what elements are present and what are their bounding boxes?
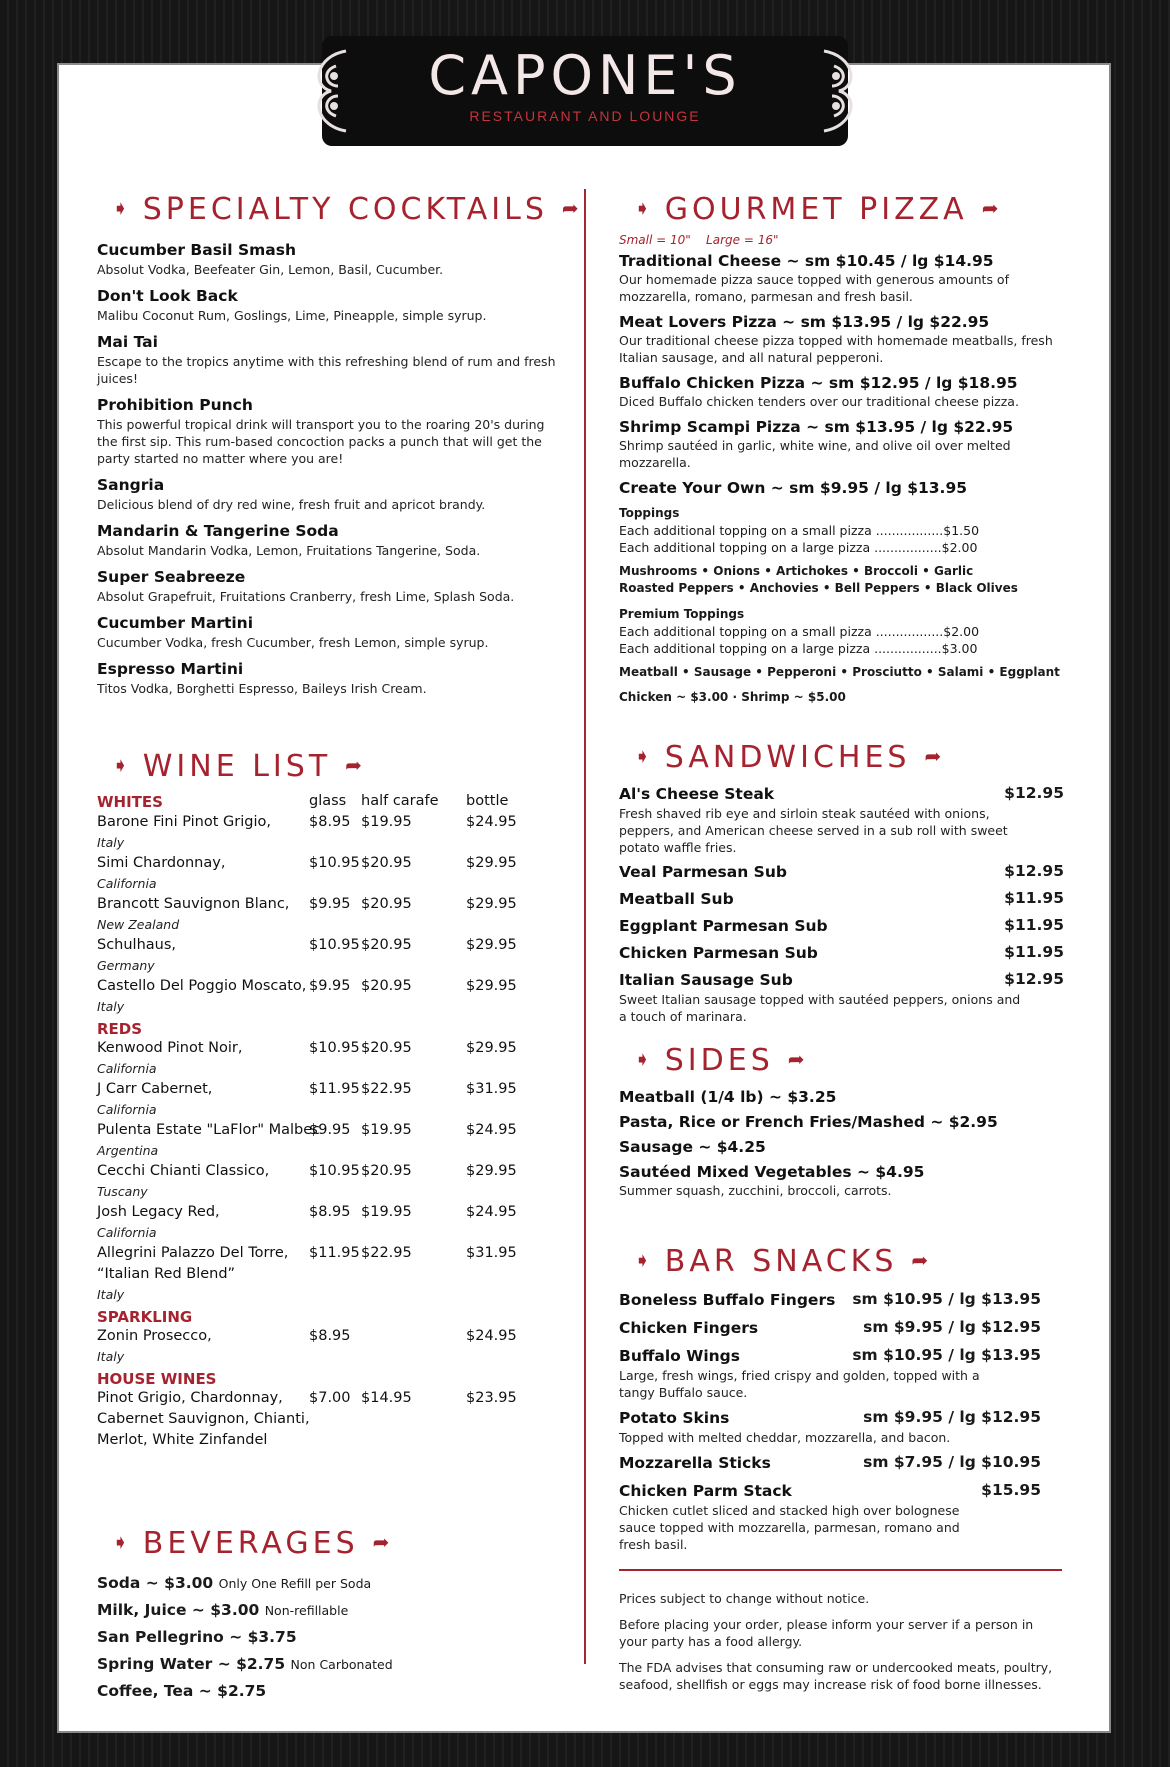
snack-name: Chicken Parm Stack (619, 1482, 792, 1500)
wine-name: Pinot Grigio, Chardonnay, (97, 1390, 283, 1406)
pizza-item (619, 373, 1069, 410)
sandwich-price: $11.95 (1004, 916, 1064, 934)
restaurant-subtitle: RESTAURANT AND LOUNGE (469, 108, 701, 124)
wine-row (97, 1245, 527, 1266)
sandwich-desc: Sweet Italian sausage topped with sautéed peppers, onions and a touch of marinara. (619, 992, 1021, 1024)
wine-name: Zonin Prosecco, (97, 1328, 212, 1344)
wine-half-price: $19.95 (361, 1204, 412, 1220)
snacks-list (619, 1290, 1041, 1560)
snack-price: sm $7.95 / lg $10.95 (863, 1453, 1041, 1471)
cocktail-desc: Malibu Coconut Rum, Goslings, Lime, Pineapple, simple syrup. (97, 308, 487, 323)
cocktail-name: Cucumber Basil Smash (97, 241, 296, 259)
wine-col-glass: glass (309, 793, 347, 809)
snack-name: Boneless Buffalo Fingers (619, 1291, 836, 1309)
topping-price: $2.00 (941, 540, 978, 555)
snack-name: Chicken Fingers (619, 1319, 759, 1337)
snack-price: sm $9.95 / lg $12.95 (863, 1318, 1041, 1336)
wine-header-row (97, 793, 527, 814)
beverage-note: Non Carbonated (290, 1657, 393, 1672)
side-item (619, 1137, 1064, 1157)
beverage-price: ~ $3.00 (145, 1574, 214, 1592)
wine-glass-price: $10.95 (309, 1163, 360, 1179)
wine-name-cont: Cabernet Sauvignon, Chianti, (97, 1411, 310, 1427)
chevron-right-icon: ➧ (112, 753, 129, 777)
pizza-item (619, 251, 1069, 305)
sandwich-name: Italian Sausage Sub (619, 971, 793, 989)
wine-glass-price: $10.95 (309, 855, 360, 871)
pizza-desc: Our homemade pizza sauce topped with generous amounts of mozzarella, romano, parmesan and fresh basil. (619, 272, 1009, 304)
footer-notes (619, 1590, 1064, 1693)
snack-desc: Topped with melted cheddar, mozzarella, and bacon. (619, 1430, 951, 1445)
wine-bottle-price: $24.95 (466, 1328, 517, 1344)
chevron-left-icon: ➦ (911, 1248, 929, 1272)
wine-glass-price: $8.95 (309, 1328, 351, 1344)
cocktail-desc: Absolut Vodka, Beefeater Gin, Lemon, Basil, Cucumber. (97, 262, 444, 277)
topping-price-row (619, 522, 1069, 539)
pizza-name: Buffalo Chicken Pizza ~ sm $12.95 / lg $18.95 (619, 374, 1018, 392)
cocktail-item (97, 567, 557, 605)
cocktail-name: Mandarin & Tangerine Soda (97, 522, 339, 540)
premium-price: $3.00 (941, 641, 978, 656)
wine-bottle-price: $29.95 (466, 1040, 517, 1056)
wine-name-cont: Merlot, White Zinfandel (97, 1432, 268, 1448)
chevron-left-icon: ➦ (924, 744, 942, 768)
toppings-label: Toppings (619, 506, 680, 520)
cocktail-desc: Delicious blend of dry red wine, fresh fruit and apricot brandy. (97, 497, 486, 512)
wine-glass-price: $8.95 (309, 814, 351, 830)
pizza-sizes: Small = 10" Large = 16" (619, 233, 779, 247)
cocktail-item (97, 332, 557, 387)
snack-name: Mozzarella Sticks (619, 1454, 771, 1472)
sandwich-price: $12.95 (1004, 784, 1064, 802)
wine-bottle-price: $29.95 (466, 896, 517, 912)
beverage-name: Milk, Juice (97, 1601, 187, 1619)
beverage-price: ~ $2.75 (198, 1682, 267, 1700)
cocktail-desc: Escape to the tropics anytime with this refreshing blend of rum and fresh juices! (97, 354, 556, 386)
wine-name: Schulhaus, (97, 937, 177, 953)
cocktail-name: Espresso Martini (97, 660, 244, 678)
sandwich-item (619, 862, 1064, 883)
sandwich-name: Al's Cheese Steak (619, 785, 775, 803)
side-desc: Summer squash, zucchini, broccoli, carrots. (619, 1183, 892, 1198)
beverage-row (97, 1597, 557, 1624)
wine-half-price: $22.95 (361, 1245, 412, 1261)
wine-half-price: $19.95 (361, 814, 412, 830)
wine-origin: Italy (97, 999, 125, 1014)
sides-list (619, 1087, 1064, 1204)
beverage-price: ~ $3.00 (191, 1601, 260, 1619)
column-divider (584, 189, 586, 1664)
chevron-left-icon: ➦ (787, 1047, 805, 1071)
wine-origin: California (97, 1102, 157, 1117)
sandwich-price: $12.95 (1004, 862, 1064, 880)
wine-bottle-price: $29.95 (466, 855, 517, 871)
pizza-name: Create Your Own ~ sm $9.95 / lg $13.95 (619, 479, 968, 497)
wine-half-price: $22.95 (361, 1081, 412, 1097)
wine-name-cont: “Italian Red Blend” (97, 1266, 236, 1282)
pizza-desc: Our traditional cheese pizza topped with homemade meatballs, fresh Italian sausage, and all natural pepperoni. (619, 333, 1053, 365)
wine-row (97, 814, 527, 835)
wine-name: Simi Chardonnay, (97, 855, 226, 871)
wine-half-price: $20.95 (361, 896, 412, 912)
side-item (619, 1112, 1064, 1132)
pizza-desc: Shrimp sautéed in garlic, white wine, and olive oil over melted mozzarella. (619, 438, 1011, 470)
wine-row (97, 1204, 527, 1225)
wine-row (97, 1081, 527, 1102)
wine-row (97, 1390, 527, 1411)
wine-name: J Carr Cabernet, (97, 1081, 213, 1097)
wine-origin: Italy (97, 1287, 125, 1302)
footer-line: Prices subject to change without notice. (619, 1591, 870, 1606)
beverage-note: Only One Refill per Soda (218, 1576, 372, 1591)
wine-bottle-price: $23.95 (466, 1390, 517, 1406)
sandwich-price: $11.95 (1004, 889, 1064, 907)
chevron-left-icon: ➦ (981, 196, 999, 220)
cocktail-item (97, 286, 557, 324)
wine-half-price: $20.95 (361, 937, 412, 953)
sandwich-item (619, 889, 1064, 910)
wine-half-price: $20.95 (361, 978, 412, 994)
wine-glass-price: $11.95 (309, 1245, 360, 1261)
wine-glass-price: $9.95 (309, 1122, 351, 1138)
chevron-right-icon: ➧ (112, 1530, 129, 1554)
cocktail-item (97, 613, 557, 651)
wine-row (97, 937, 527, 958)
wine-row (97, 1040, 527, 1061)
wine-name: Castello Del Poggio Moscato, (97, 978, 307, 994)
cocktail-desc: This powerful tropical drink will transport you to the roaring 20's during the first sip. This rum-based concoction packs a punch that will get the party started no matter where you are! (97, 417, 545, 466)
premium-price: $2.00 (943, 624, 980, 639)
cocktail-item (97, 475, 557, 513)
wine-list (97, 793, 527, 1453)
wine-row (97, 855, 527, 876)
wine-origin: California (97, 1061, 157, 1076)
wine-half-price: $20.95 (361, 1040, 412, 1056)
wine-origin: California (97, 876, 157, 891)
wine-group-label: HOUSE WINES (97, 1370, 217, 1388)
wine-bottle-price: $24.95 (466, 1122, 517, 1138)
cocktail-name: Super Seabreeze (97, 568, 246, 586)
cocktails-list (97, 240, 557, 705)
cocktail-item (97, 659, 557, 697)
footer-line: The FDA advises that consuming raw or undercooked meats, poultry, seafood, shellfish or eggs may increase risk of food borne illnesses. (619, 1660, 1053, 1692)
pizza-item (619, 478, 1069, 498)
pizza-name: Shrimp Scampi Pizza ~ sm $13.95 / lg $22.95 (619, 418, 1014, 436)
wine-origin: New Zealand (97, 917, 180, 932)
wine-name: Pulenta Estate "LaFlor" Malbec (97, 1122, 321, 1138)
sandwich-name: Veal Parmesan Sub (619, 863, 787, 881)
snack-item (619, 1453, 1041, 1474)
wine-half-price: $20.95 (361, 855, 412, 871)
wine-row (97, 978, 527, 999)
wine-name: Cecchi Chianti Classico, (97, 1163, 270, 1179)
cocktail-name: Sangria (97, 476, 165, 494)
beverage-row (97, 1678, 557, 1705)
wine-row (97, 1328, 527, 1349)
wine-name: Barone Fini Pinot Grigio, (97, 814, 271, 830)
wine-glass-price: $8.95 (309, 1204, 351, 1220)
chevron-right-icon: ➧ (634, 1248, 651, 1272)
beverages-list (97, 1570, 557, 1705)
sandwich-price: $12.95 (1004, 970, 1064, 988)
cocktail-desc: Absolut Mandarin Vodka, Lemon, Fruitations Tangerine, Soda. (97, 543, 481, 558)
premium-text: Each additional topping on a small pizza ................. (619, 624, 944, 639)
wine-origin: California (97, 1225, 157, 1240)
wine-group-label: WHITES (97, 793, 163, 811)
wine-origin: Germany (97, 958, 155, 973)
pizza-item (619, 417, 1069, 471)
cocktail-name: Mai Tai (97, 333, 158, 351)
restaurant-name: CAPONE'S (428, 44, 742, 107)
wine-origin: Tuscany (97, 1184, 148, 1199)
topping-text: Each additional topping on a small pizza ................. (619, 523, 944, 538)
pizza-name: Traditional Cheese ~ sm $10.45 / lg $14.95 (619, 252, 994, 270)
wine-glass-price: $9.95 (309, 978, 351, 994)
cocktail-name: Prohibition Punch (97, 396, 253, 414)
wine-bottle-price: $24.95 (466, 814, 517, 830)
side-name: Sautéed Mixed Vegetables ~ $4.95 (619, 1163, 925, 1181)
restaurant-logo (322, 36, 848, 146)
wine-half-price: $14.95 (361, 1390, 412, 1406)
wine-name: Kenwood Pinot Noir, (97, 1040, 243, 1056)
beverage-note: Non-refillable (264, 1603, 349, 1618)
cocktails-heading: ➧ SPECIALTY COCKTAILS ➦ (112, 192, 579, 227)
beverage-row (97, 1624, 557, 1651)
beverages-heading: ➧ BEVERAGES ➦ (112, 1526, 390, 1561)
wine-row (97, 1122, 527, 1143)
wine-row (97, 896, 527, 917)
pizza-heading: ➧ GOURMET PIZZA ➦ (634, 192, 999, 227)
cocktail-name: Cucumber Martini (97, 614, 254, 632)
premium-extra: Chicken ~ $3.00 · Shrimp ~ $5.00 (619, 690, 846, 704)
premium-text: Each additional topping on a large pizza ................. (619, 641, 942, 656)
sides-heading: ➧ SIDES ➦ (634, 1043, 805, 1078)
beverage-name: Spring Water (97, 1655, 213, 1673)
wine-bottle-price: $29.95 (466, 978, 517, 994)
beverage-row (97, 1651, 557, 1678)
beverage-price: ~ $2.75 (217, 1655, 286, 1673)
wine-name: Allegrini Palazzo Del Torre, (97, 1245, 289, 1261)
wine-group-label: REDS (97, 1020, 143, 1038)
snack-item (619, 1318, 1041, 1339)
pizza-item (619, 312, 1069, 366)
snack-price: $15.95 (981, 1481, 1041, 1499)
chevron-right-icon: ➧ (112, 196, 129, 220)
snack-price: sm $9.95 / lg $12.95 (863, 1408, 1041, 1426)
sandwich-name: Chicken Parmesan Sub (619, 944, 818, 962)
snack-name: Buffalo Wings (619, 1347, 740, 1365)
chevron-left-icon: ➦ (372, 1530, 390, 1554)
chevron-right-icon: ➧ (634, 196, 651, 220)
wine-glass-price: $9.95 (309, 896, 351, 912)
wine-glass-price: $10.95 (309, 937, 360, 953)
cocktail-item (97, 240, 557, 278)
sandwich-item (619, 970, 1064, 1025)
side-name: Pasta, Rice or French Fries/Mashed ~ $2.95 (619, 1113, 998, 1131)
premium-price-row (619, 640, 1069, 657)
wine-heading: ➧ WINE LIST ➦ (112, 749, 362, 784)
side-item (619, 1162, 1064, 1199)
wine-name: Josh Legacy Red, (97, 1204, 220, 1220)
footer-line: Before placing your order, please inform your server if a person in your party has a food allergy. (619, 1617, 1034, 1649)
beverage-row (97, 1570, 557, 1597)
chevron-left-icon: ➦ (561, 196, 579, 220)
sandwich-price: $11.95 (1004, 943, 1064, 961)
chevron-left-icon: ➦ (345, 753, 362, 777)
sandwich-item (619, 916, 1064, 937)
wine-col-half: half carafe (361, 793, 439, 809)
wine-glass-price: $10.95 (309, 1040, 360, 1056)
topping-price-row (619, 539, 1069, 556)
side-item (619, 1087, 1064, 1107)
toppings-list: Mushrooms • Onions • Artichokes • Broccoli • Garlic (619, 564, 974, 578)
wine-row (97, 1163, 527, 1184)
chevron-right-icon: ➧ (634, 744, 651, 768)
snack-name: Potato Skins (619, 1409, 730, 1427)
cocktail-name: Don't Look Back (97, 287, 238, 305)
wine-origin: Italy (97, 835, 125, 850)
snack-desc: Chicken cutlet sliced and stacked high over bolognese sauce topped with mozzarella, parmesan, romano and fresh basil. (619, 1503, 960, 1552)
beverage-name: Coffee, Tea (97, 1682, 194, 1700)
cocktail-desc: Cucumber Vodka, fresh Cucumber, fresh Lemon, simple syrup. (97, 635, 489, 650)
beverage-name: San Pellegrino (97, 1628, 224, 1646)
wine-origin: Italy (97, 1349, 125, 1364)
premium-price-row (619, 623, 1069, 640)
sandwich-name: Meatball Sub (619, 890, 734, 908)
snack-item (619, 1290, 1041, 1311)
wine-half-price: $20.95 (361, 1163, 412, 1179)
sandwiches-heading: ➧ SANDWICHES ➦ (634, 740, 942, 775)
snack-price: sm $10.95 / lg $13.95 (852, 1290, 1041, 1308)
sandwich-desc: Fresh shaved rib eye and sirloin steak sautéed with onions, peppers, and American cheese served in a sub roll with sweet potato waffle fries. (619, 806, 1008, 855)
sandwich-item (619, 943, 1064, 964)
wine-glass-price: $11.95 (309, 1081, 360, 1097)
premium-list: Meatball • Sausage • Pepperoni • Prosciutto • Salami • Eggplant (619, 665, 1060, 679)
cocktail-desc: Titos Vodka, Borghetti Espresso, Baileys Irish Cream. (97, 681, 427, 696)
pizza-desc: Diced Buffalo chicken tenders over our traditional cheese pizza. (619, 394, 1019, 409)
snack-item (619, 1408, 1041, 1446)
toppings-list: Roasted Peppers • Anchovies • Bell Peppers • Black Olives (619, 581, 1018, 595)
wine-col-bottle: bottle (466, 793, 509, 809)
wine-half-price: $19.95 (361, 1122, 412, 1138)
side-name: Meatball (1/4 lb) ~ $3.25 (619, 1088, 837, 1106)
snack-price: sm $10.95 / lg $13.95 (852, 1346, 1041, 1364)
wine-origin: Argentina (97, 1143, 159, 1158)
wine-bottle-price: $24.95 (466, 1204, 517, 1220)
sandwich-name: Eggplant Parmesan Sub (619, 917, 828, 935)
topping-text: Each additional topping on a large pizza ................. (619, 540, 942, 555)
cocktail-item (97, 395, 557, 467)
cocktail-item (97, 521, 557, 559)
wine-name: Brancott Sauvignon Blanc, (97, 896, 290, 912)
chevron-right-icon: ➧ (634, 1047, 651, 1071)
wine-glass-price: $7.00 (309, 1390, 351, 1406)
cocktail-desc: Absolut Grapefruit, Fruitations Cranberry, fresh Lime, Splash Soda. (97, 589, 515, 604)
snacks-heading: ➧ BAR SNACKS ➦ (634, 1244, 929, 1279)
side-name: Sausage ~ $4.25 (619, 1138, 766, 1156)
wine-bottle-price: $31.95 (466, 1081, 517, 1097)
topping-price: $1.50 (943, 523, 980, 538)
wine-group-label: SPARKLING (97, 1308, 193, 1326)
pizza-name: Meat Lovers Pizza ~ sm $13.95 / lg $22.95 (619, 313, 990, 331)
wine-bottle-price: $29.95 (466, 1163, 517, 1179)
wine-bottle-price: $29.95 (466, 937, 517, 953)
beverage-price: ~ $3.75 (229, 1628, 297, 1646)
footer-rule (619, 1569, 1062, 1571)
pizza-section (619, 233, 1069, 706)
beverage-name: Soda (97, 1574, 141, 1592)
snack-desc: Large, fresh wings, fried crispy and golden, topped with a tangy Buffalo sauce. (619, 1368, 980, 1400)
sandwiches-list (619, 784, 1064, 1031)
snack-item (619, 1346, 1041, 1401)
sandwich-item (619, 784, 1064, 856)
wine-bottle-price: $31.95 (466, 1245, 517, 1261)
premium-label: Premium Toppings (619, 607, 745, 621)
snack-item (619, 1481, 1041, 1553)
